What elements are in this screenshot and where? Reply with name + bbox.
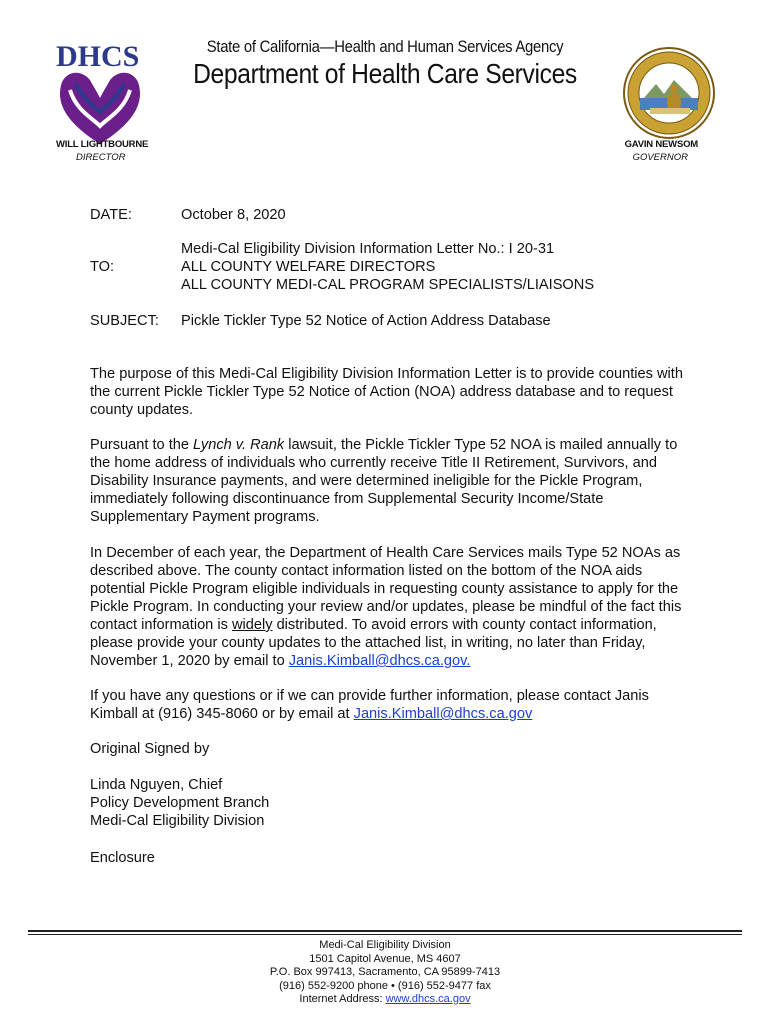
director-name: WILL LIGHTBOURNE [56, 139, 149, 150]
subject-value: Pickle Tickler Type 52 Notice of Action Address Database [181, 313, 551, 329]
case-name: Lynch v. Rank [193, 437, 285, 453]
date-label: DATE: [90, 207, 132, 223]
signer-name: Linda Nguyen, Chief [90, 777, 223, 793]
p4-a: If you have any questions or if we can provide further information, please contact Janis Kimball at (916) 345-8060 or by email at [90, 688, 649, 722]
to-line-2: ALL COUNTY WELFARE DIRECTORS [181, 259, 436, 275]
footer-line-5 [0, 993, 770, 1007]
paragraph-purpose [90, 365, 690, 419]
signer-division: Medi-Cal Eligibility Division [90, 813, 265, 829]
california-seal-icon [622, 46, 716, 140]
footer-line-4: (916) 552-9200 phone • (916) 552-9477 fax [279, 979, 491, 992]
department-name: Department of Health Care Services [193, 58, 577, 89]
paragraph-contact [90, 687, 690, 723]
to-label: TO: [90, 259, 115, 275]
paragraph-instructions [90, 544, 690, 670]
to-line-3: ALL COUNTY MEDI-CAL PROGRAM SPECIALISTS/LIAISONS [181, 277, 595, 293]
footer-line-2: 1501 Capitol Avenue, MS 4607 [309, 952, 461, 965]
paragraph-lawsuit [90, 436, 690, 526]
footer-line-1: Medi-Cal Eligibility Division [319, 939, 451, 951]
p3-a: In December of each year, the Department of Health Care Services mails Type 52 NOAs as described above. The county contact information listed on the bottom of the NOA aids potential Pickle Program eligible individuals in requesting county assistance to apply for the Pickle Program. In conducting your review and/or updates, please be mindful of the fact this contact information is [90, 545, 682, 633]
signed-line: Original Signed by [90, 741, 210, 757]
paragraph-purpose-text: The purpose of this Medi-Cal Eligibility Division Information Letter is to provide counties with the current Pickle Tickler Type 52 Notice of Action (NOA) address database and to request county updates. [90, 366, 683, 418]
enclosure-label: Enclosure [90, 850, 155, 866]
p2-after: lawsuit, the Pickle Tickler Type 52 NOA is mailed annually to the home address of individuals who currently receive Title II Retirement, Survivors, and Disability Insurance payments, and were determined ineligible for the Pickle Program, immediately following discontinuance from Supplemental Security Income/State Supplementary Payment programs. [90, 437, 678, 525]
governor-name: GAVIN NEWSOM [624, 139, 698, 150]
logo-text: DHCS [56, 40, 140, 73]
footer [0, 939, 770, 1007]
email-link-2[interactable]: Janis.Kimball@dhcs.ca.gov [353, 706, 533, 722]
footer-line-3: P.O. Box 997413, Sacramento, CA 95899-7413 [269, 966, 501, 978]
agency-name: State of California—Health and Human Services Agency [206, 38, 564, 56]
subject-label: SUBJECT: [90, 313, 159, 329]
director-title: DIRECTOR [76, 152, 126, 163]
footer-divider [28, 930, 742, 932]
to-line-1: Medi-Cal Eligibility Division Information Letter No.: I 20-31 [181, 241, 555, 257]
date-value: October 8, 2020 [181, 207, 286, 223]
email-link-1[interactable]: Janis.Kimball@dhcs.ca.gov. [288, 653, 471, 669]
footer-divider-thin [28, 934, 742, 935]
website-link[interactable]: www.dhcs.ca.gov [385, 993, 471, 1005]
p3-b: distributed. To avoid errors with county contact information, please provide your county updates to the attached list, in writing, no later than Friday, November 1, 2020 by email to [90, 617, 657, 669]
p3-underline: widely [231, 617, 273, 633]
p2-before: Pursuant to the [90, 437, 194, 453]
signer-branch: Policy Development Branch [90, 795, 270, 811]
footer-internet-label: Internet Address: [299, 993, 386, 1005]
governor-title: GOVERNOR [632, 152, 688, 163]
